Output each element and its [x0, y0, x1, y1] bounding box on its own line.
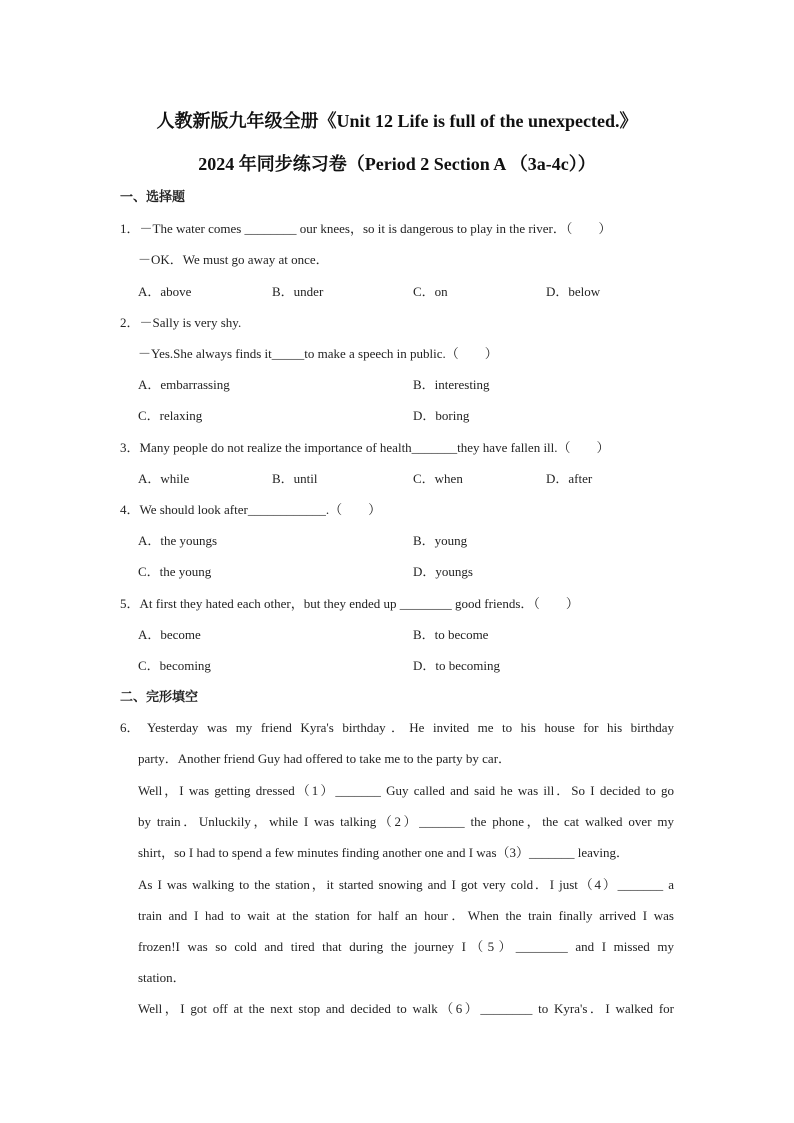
question-4-option-d[interactable]: D．youngs [413, 564, 473, 579]
passage-line: shirt，so I had to spend a few minutes finding another one and I was（3）_______ leaving． [138, 845, 630, 860]
passage-line: As I was walking to the station，it started snowing and I got very cold．I just（4）_______ a [138, 877, 674, 892]
passage-line: party．Another friend Guy had offered to take me to the party by car． [138, 751, 512, 766]
question-3-stem: 3．Many people do not realize the importance of health_______they have fallen ill.（ ） [120, 440, 610, 455]
question-1-option-c[interactable]: C．on [413, 284, 448, 299]
passage-line: Well，I was getting dressed（1）_______ Guy called and said he was ill．So I decided to go [138, 783, 674, 798]
question-3-option-b[interactable]: B．until [272, 471, 318, 486]
passage-line: train and I had to wait at the station for half an hour．When the train finally arrived I was [138, 908, 674, 923]
question-4-option-c[interactable]: C．the young [138, 564, 212, 579]
question-5-option-a[interactable]: A．become [138, 627, 201, 642]
question-1-option-b[interactable]: B．under [272, 284, 324, 299]
question-6-number: 6． [120, 720, 140, 735]
question-3-option-d[interactable]: D．after [546, 471, 593, 486]
question-4-option-a[interactable]: A．the youngs [138, 533, 218, 548]
question-5-stem: 5．At first they hated each other，but they ended up ________ good friends．（ ） [120, 596, 579, 611]
question-3-option-a[interactable]: A．while [138, 471, 190, 486]
question-1-reply: －OK．We must go away at once． [138, 252, 329, 267]
section-heading-cloze: 二、完形填空 [120, 690, 199, 705]
passage-line: station． [138, 970, 186, 985]
question-5-option-b[interactable]: B．to become [413, 627, 489, 642]
question-4-option-b[interactable]: B．young [413, 533, 468, 548]
passage-line: Yesterday was my friend Kyra's birthday．He invited me to his house for his birthday [147, 720, 674, 735]
doc-subtitle: 2024 年同步练习卷（Period 2 Section A （3a-4c）） [198, 154, 596, 174]
question-1-option-d[interactable]: D．below [546, 284, 601, 299]
doc-title: 人教新版九年级全册《Unit 12 Life is full of the unexpected.》 [156, 111, 638, 131]
question-2-option-a[interactable]: A．embarrassing [138, 377, 230, 392]
passage-line: by train．Unluckily，while I was talking（2）_______ the phone，the cat walked over my [138, 814, 674, 829]
question-3-option-c[interactable]: C．when [413, 471, 463, 486]
question-1-option-a[interactable]: A．above [138, 284, 192, 299]
question-5-option-c[interactable]: C．becoming [138, 658, 211, 673]
question-2-stem: 2．－Sally is very shy. [120, 315, 242, 330]
question-2-option-c[interactable]: C．relaxing [138, 408, 203, 423]
passage-line: frozen!I was so cold and tired that during the journey I（5）________ and I missed my [138, 939, 674, 954]
question-2-option-b[interactable]: B．interesting [413, 377, 490, 392]
question-5-option-d[interactable]: D．to becoming [413, 658, 501, 673]
question-4-stem: 4．We should look after____________.（ ） [120, 502, 382, 517]
question-2-reply: －Yes.She always finds it_____to make a speech in public.（ ） [138, 346, 498, 361]
section-heading-choice: 一、选择题 [120, 190, 186, 205]
question-2-option-d[interactable]: D．boring [413, 408, 470, 423]
passage-line: Well，I got off at the next stop and decided to walk（6）________ to Kyra's．I walked for [138, 1001, 674, 1016]
question-1-stem: 1．－The water comes ________ our knees，so it is dangerous to play in the river．（ ） [120, 221, 612, 236]
